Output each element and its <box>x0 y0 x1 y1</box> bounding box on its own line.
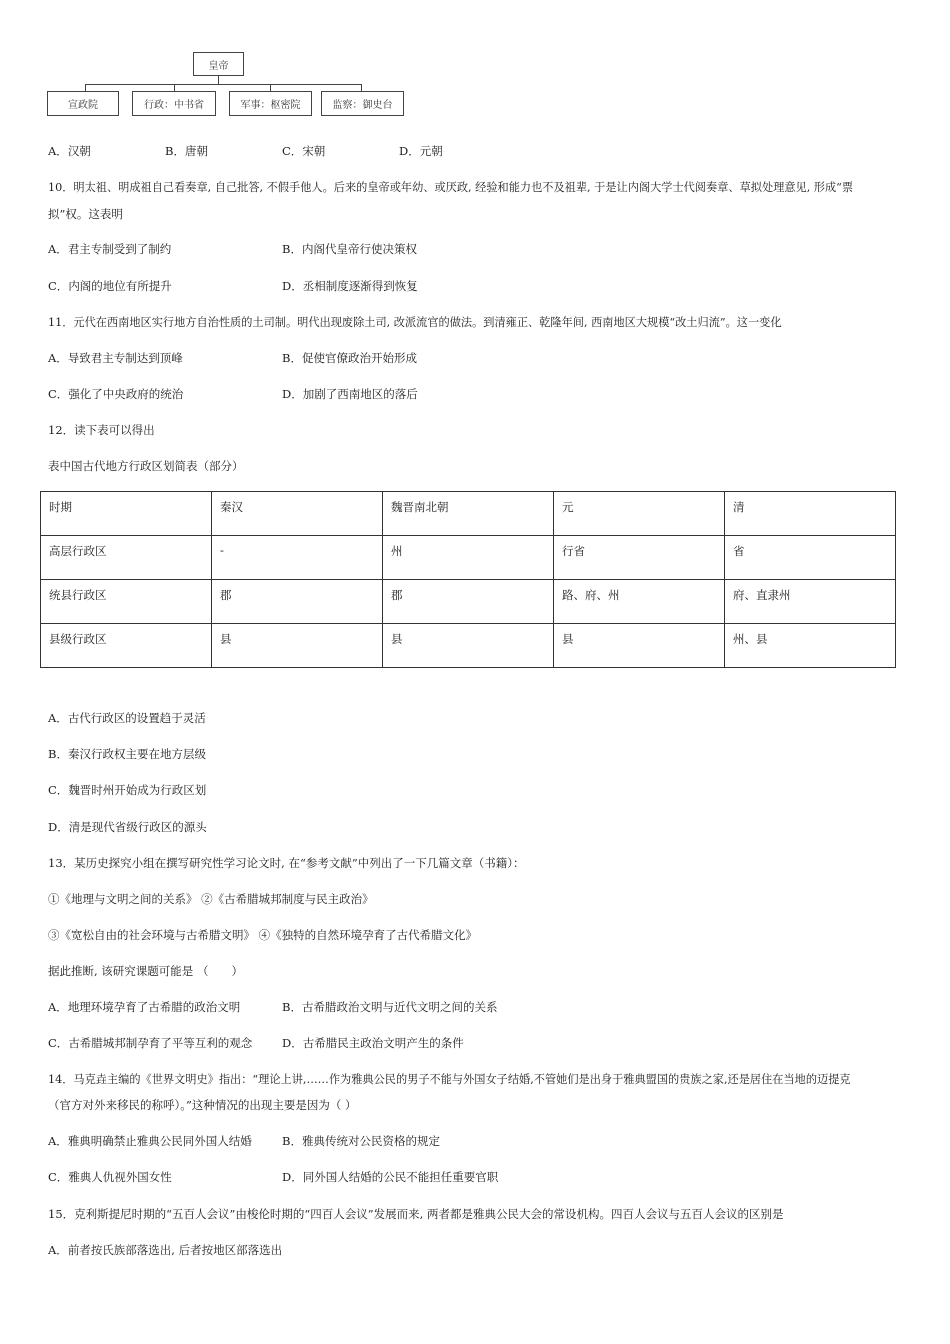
table-cell: 府、直隶州 <box>725 580 896 624</box>
diagram-connector <box>85 84 362 85</box>
option-letter: B． <box>282 351 302 365</box>
option-text: 君主专制受到了制约 <box>67 242 172 256</box>
q11-option-a[interactable] <box>48 350 183 366</box>
option-letter: A． <box>48 1243 68 1257</box>
table-cell: 县级行政区 <box>41 624 212 668</box>
q15-stem: 15．克利斯提尼时期的“五百人会议”由梭伦时期的“四百人会议”发展而来, 两者都是雅典公民大会的常设机构。四百人会议与五百人会议的区别是 <box>48 1207 784 1221</box>
q13-option-d[interactable] <box>282 1035 464 1051</box>
table-row <box>41 492 896 536</box>
q10-stem-line1: 10．明太祖、明成祖自己看奏章, 自己批答, 不假手他人。后来的皇帝或年幼、或厌政, 经验和能力也不及祖辈, 于是让内阁大学士代阅奏章、草拟处理意见, 形成“票 <box>48 181 854 194</box>
option-letter: A． <box>48 1134 68 1148</box>
admin-division-table <box>40 491 896 668</box>
option-text: 古希腊政治文明与近代文明之间的关系 <box>301 1000 498 1014</box>
table-header-cell: 时期 <box>41 492 212 536</box>
option-text: 清是现代省级行政区的源头 <box>68 820 207 834</box>
option-letter: D． <box>48 820 69 834</box>
option-text: 地理环境孕育了古希腊的政治文明 <box>67 1000 241 1014</box>
q13-prompt: 据此推断, 该研究课题可能是 （ ） <box>48 964 243 978</box>
q11-option-c[interactable] <box>48 386 183 402</box>
option-letter: A． <box>48 351 68 365</box>
q14-option-c[interactable] <box>48 1169 172 1185</box>
q13-stem: 13．某历史探究小组在撰写研究性学习论文时, 在“参考文献”中列出了一下几篇文章（书籍）： <box>48 856 525 870</box>
q11-option-d[interactable] <box>282 386 418 402</box>
option-text: 前者按氏族部落选出, 后者按地区部落选出 <box>67 1243 283 1257</box>
option-letter: D． <box>282 1036 303 1050</box>
option-letter: C． <box>48 387 69 401</box>
option-text: 古代行政区的设置趋于灵活 <box>67 711 206 725</box>
option-text: 导致君主专制达到顶峰 <box>67 351 183 365</box>
table-header-cell: 魏晋南北朝 <box>383 492 554 536</box>
option-text: 强化了中央政府的统治 <box>68 387 184 401</box>
table-cell: 路、府、州 <box>554 580 725 624</box>
q11-stem: 11．元代在西南地区实行地方自治性质的土司制。明代出现废除土司, 改派流官的做法。到清雍正、乾隆年间, 西南地区大规模“改土归流”。这一变化 <box>48 316 782 329</box>
q14-option-b[interactable] <box>282 1133 440 1149</box>
q14-option-d[interactable] <box>282 1169 498 1185</box>
option-letter: A． <box>48 711 68 725</box>
q13-option-c[interactable] <box>48 1035 252 1051</box>
table-row <box>41 624 896 668</box>
q9-option-d[interactable] <box>399 143 443 159</box>
option-letter: C． <box>282 144 303 158</box>
option-text: 元朝 <box>419 144 443 158</box>
option-letter: B． <box>48 747 68 761</box>
q11-option-b[interactable] <box>282 350 417 366</box>
option-letter: C． <box>48 1170 69 1184</box>
table-cell: 县 <box>554 624 725 668</box>
option-letter: B． <box>282 1134 302 1148</box>
q13-references-2: ③《宽松自由的社会环境与古希腊文明》 ④《独特的自然环境孕育了古代希腊文化》 <box>48 928 478 942</box>
diagram-node-zhongshusheng: 行政：中书省 <box>132 91 216 116</box>
q15-option-a[interactable] <box>48 1242 282 1258</box>
q12-option-d[interactable] <box>48 819 207 835</box>
option-text: 雅典明确禁止雅典公民同外国人结婚 <box>67 1134 252 1148</box>
table-cell: 省 <box>725 536 896 580</box>
option-letter: C． <box>48 279 69 293</box>
q10-option-b[interactable] <box>282 241 417 257</box>
option-text: 雅典人仇视外国女性 <box>68 1170 172 1184</box>
option-letter: A． <box>48 242 68 256</box>
q12-option-c[interactable] <box>48 782 206 798</box>
diagram-node-yushitai: 监察：御史台 <box>321 91 404 116</box>
q12-option-a[interactable] <box>48 710 206 726</box>
option-letter: D． <box>282 387 303 401</box>
option-letter: D． <box>399 144 420 158</box>
option-text: 促使官僚政治开始形成 <box>301 351 417 365</box>
diagram-connector <box>218 76 219 84</box>
table-row <box>41 580 896 624</box>
diagram-node-shumiyuan: 军事：枢密院 <box>229 91 312 116</box>
option-letter: B． <box>282 1000 302 1014</box>
option-text: 加剧了西南地区的落后 <box>302 387 418 401</box>
q13-references-1: ①《地理与文明之间的关系》 ②《古希腊城邦制度与民主政治》 <box>48 892 374 906</box>
option-text: 雅典传统对公民资格的规定 <box>301 1134 440 1148</box>
q9-option-b[interactable] <box>165 143 208 159</box>
q13-option-b[interactable] <box>282 999 497 1015</box>
table-cell: 统县行政区 <box>41 580 212 624</box>
table-header-cell: 清 <box>725 492 896 536</box>
option-letter: B． <box>282 242 302 256</box>
option-text: 古希腊城邦制孕育了平等互利的观念 <box>68 1036 253 1050</box>
table-cell: 县 <box>212 624 383 668</box>
option-text: 丞相制度逐渐得到恢复 <box>302 279 418 293</box>
table-cell: 州 <box>383 536 554 580</box>
option-text: 同外国人结婚的公民不能担任重要官职 <box>302 1170 499 1184</box>
q12-stem: 12．读下表可以得出 <box>48 423 155 437</box>
q10-option-d[interactable] <box>282 278 418 294</box>
q13-option-a[interactable] <box>48 999 240 1015</box>
table-cell: 郡 <box>212 580 383 624</box>
table-cell: 州、县 <box>725 624 896 668</box>
option-text: 古希腊民主政治文明产生的条件 <box>302 1036 464 1050</box>
option-letter: D． <box>282 1170 303 1184</box>
option-text: 唐朝 <box>184 144 208 158</box>
option-letter: D． <box>282 279 303 293</box>
diagram-node-xuanzhengyuan: 宣政院 <box>47 91 119 116</box>
option-text: 魏晋时州开始成为行政区划 <box>68 783 207 797</box>
option-text: 内阁代皇帝行使决策权 <box>301 242 417 256</box>
q14-stem-line1: 14．马克垚主编的《世界文明史》指出：“理论上讲,……作为雅典公民的男子不能与外国女子结婚,不管她们是出身于雅典盟国的贵族之家,还是居住在当地的迈提克 <box>48 1073 851 1086</box>
table-row <box>41 536 896 580</box>
option-letter: C． <box>48 1036 69 1050</box>
q14-option-a[interactable] <box>48 1133 252 1149</box>
q12-option-b[interactable] <box>48 746 206 762</box>
q9-option-c[interactable] <box>282 143 325 159</box>
option-text: 秦汉行政权主要在地方层级 <box>67 747 206 761</box>
table-cell: 高层行政区 <box>41 536 212 580</box>
q14-stem-line2: （官方对外来移民的称呼）。”这种情况的出现主要是因为（ ） <box>48 1098 357 1112</box>
option-letter: A． <box>48 144 68 158</box>
q10-option-c[interactable] <box>48 278 172 294</box>
table-cell: - <box>212 536 383 580</box>
option-text: 内阁的地位有所提升 <box>68 279 172 293</box>
q10-option-a[interactable] <box>48 241 171 257</box>
table-cell: 县 <box>383 624 554 668</box>
option-text: 宋朝 <box>302 144 326 158</box>
option-letter: C． <box>48 783 69 797</box>
option-text: 汉朝 <box>67 144 91 158</box>
q9-option-a[interactable] <box>48 143 91 159</box>
diagram-root-emperor: 皇帝 <box>193 52 244 76</box>
table-header-cell: 元 <box>554 492 725 536</box>
table-cell: 行省 <box>554 536 725 580</box>
q10-stem-line2: 拟”权。这表明 <box>48 207 123 221</box>
option-letter: A． <box>48 1000 68 1014</box>
table-cell: 郡 <box>383 580 554 624</box>
option-letter: B． <box>165 144 185 158</box>
table-header-cell: 秦汉 <box>212 492 383 536</box>
table-caption: 表中国古代地方行政区划简表（部分） <box>48 459 244 473</box>
